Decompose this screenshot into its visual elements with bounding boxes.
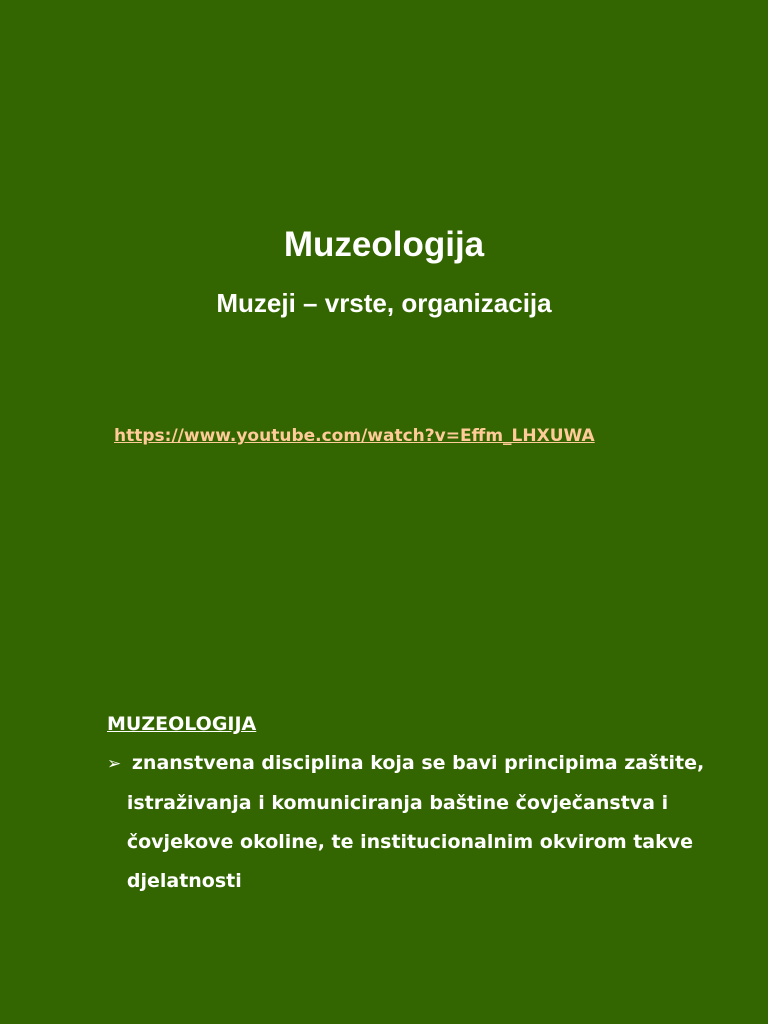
definition-line-1 [107, 750, 717, 777]
youtube-link[interactable]: https://www.youtube.com/watch?v=Effm_LHXUWA [114, 426, 595, 446]
section-heading: MUZEOLOGIJA [107, 713, 257, 735]
definition-line-2: istraživanja i komuniciranja baštine čovječanstva i [107, 792, 669, 814]
definition-line-4: djelatnosti [107, 870, 242, 892]
slide-title: Muzeologija [283, 225, 485, 264]
arrow-bullet-icon: ➢ [107, 754, 122, 774]
definition-text-1: znanstvena disciplina koja se bavi principima zaštite, [131, 752, 705, 774]
slide-subtitle: Muzeji – vrste, organizacija [216, 288, 552, 318]
definition-line-3: čovjekove okoline, te institucionalnim okvirom takve [107, 831, 694, 853]
slide-content [107, 711, 717, 907]
